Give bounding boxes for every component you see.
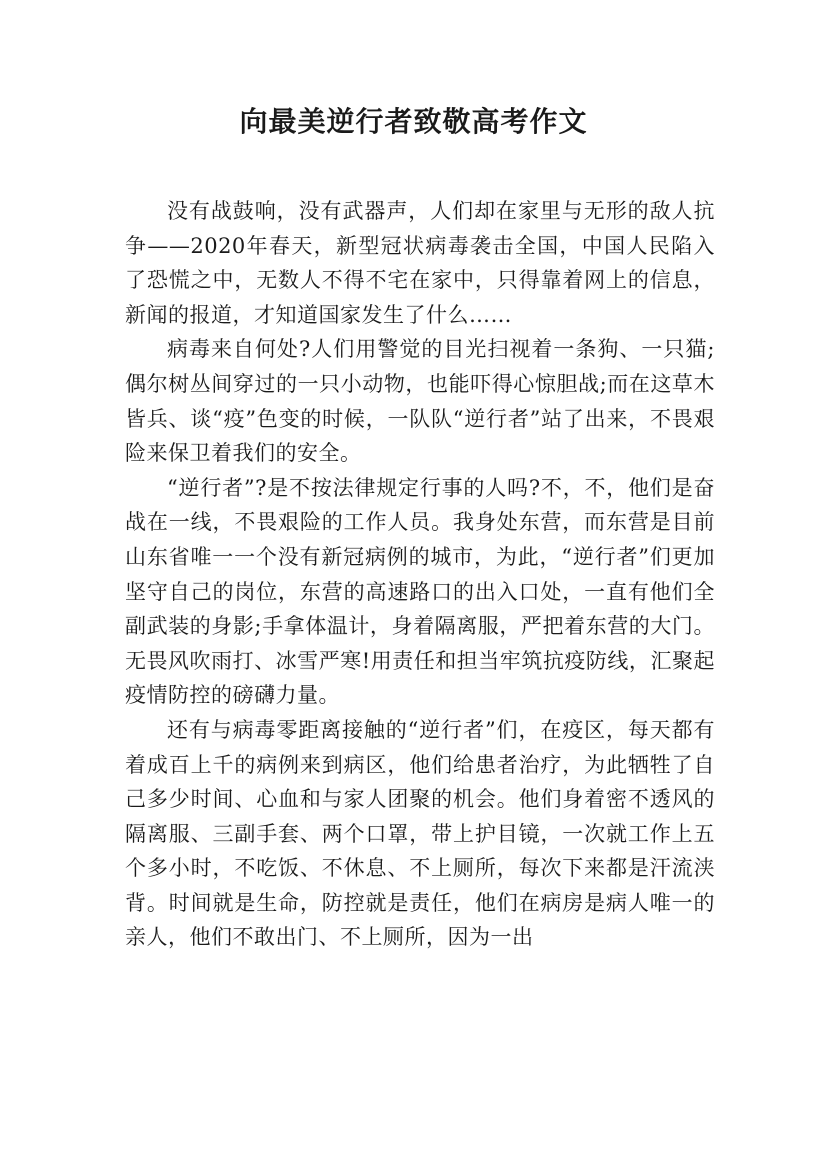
document-body	[125, 194, 715, 955]
paragraph-4: 还有与病毒零距离接触的“逆行者”们，在疫区，每天都有着成百上千的病例来到病区，他们给患者治疗，为此牺牲了自己多少时间、心血和与家人团聚的机会。他们身着密不透风的隔离服、三副手套、两个口罩，带上护目镜，一次就工作上五个多小时，不吃饭、不休息、不上厕所，每次下来都是汗流浃背。时间就是生命，防控就是责任，他们在病房是病人唯一的亲人，他们不敢出门、不上厕所，因为一出	[125, 717, 715, 950]
paragraph-3: “逆行者”?是不按法律规定行事的人吗?不，不，他们是奋战在一线，不畏艰险的工作人员。我身处东营，而东营是目前山东省唯一一个没有新冠病例的城市，为此，“逆行者”们更加坚守自己的岗位，东营的高速路口的出入口处，一直有他们全副武装的身影;手拿体温计，身着隔离服，严把着东营的大门。无畏风吹雨打、冰雪严寒!用责任和担当牢筑抗疫防线，汇聚起疫情防控的磅礴力量。	[125, 475, 715, 708]
document-title: 向最美逆行者致敬高考作文	[239, 105, 588, 138]
paragraph-2: 病毒来自何处?人们用警觉的目光扫视着一条狗、一只猫;偶尔树丛间穿过的一只小动物，也能吓得心惊胆战;而在这草木皆兵、谈“疫”色变的时候，一队队“逆行者”站了出来，不畏艰险来保卫着我们的安全。	[125, 337, 715, 466]
paragraph-1: 没有战鼓响，没有武器声，人们却在家里与无形的敌人抗争——2020年春天，新型冠状病毒袭击全国，中国人民陷入了恐慌之中，无数人不得不宅在家中，只得靠着网上的信息，新闻的报道，才知道国家发生了什么……	[125, 199, 715, 327]
